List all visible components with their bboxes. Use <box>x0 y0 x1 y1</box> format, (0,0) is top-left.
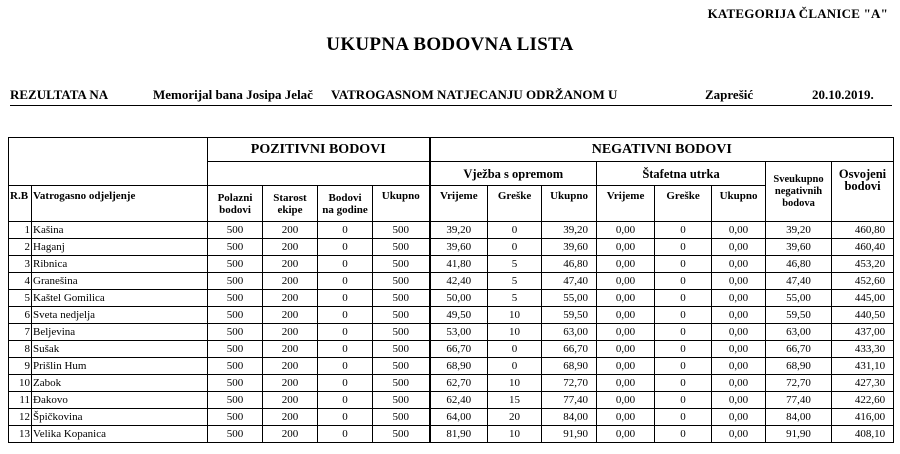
cell-ex-total: 77,40 <box>542 392 597 409</box>
cell-pos-total: 500 <box>373 307 430 324</box>
cell-year: 0 <box>318 426 373 443</box>
cell-year: 0 <box>318 341 373 358</box>
cell-start: 500 <box>208 409 263 426</box>
cell-re-total: 0,00 <box>712 392 766 409</box>
cell-earned: 408,10 <box>832 426 894 443</box>
cell-ex-time: 64,00 <box>430 409 488 426</box>
relay-time-header: Vrijeme <box>597 186 655 222</box>
cell-start: 500 <box>208 239 263 256</box>
cell-re-time: 0,00 <box>597 358 655 375</box>
place: Zaprešić <box>705 87 754 102</box>
age-header: Starost ekipe <box>263 186 318 222</box>
cell-ex-total: 68,90 <box>542 358 597 375</box>
cell-pos-total: 500 <box>373 290 430 307</box>
cell-pos-total: 500 <box>373 375 430 392</box>
cell-ex-err: 20 <box>488 409 542 426</box>
cell-year: 0 <box>318 222 373 239</box>
cell-name: Špičkovina <box>32 409 208 426</box>
cell-earned: 427,30 <box>832 375 894 392</box>
table-row <box>9 239 894 256</box>
cell-neg-total: 84,00 <box>766 409 832 426</box>
cell-ex-err: 0 <box>488 222 542 239</box>
cell-earned: 453,20 <box>832 256 894 273</box>
cell-year: 0 <box>318 273 373 290</box>
positive-spacer-cell <box>208 162 430 186</box>
cell-re-total: 0,00 <box>712 358 766 375</box>
exercise-header: Vježba s opremom <box>430 162 597 186</box>
cell-ex-total: 55,00 <box>542 290 597 307</box>
cell-pos-total: 500 <box>373 392 430 409</box>
cell-re-time: 0,00 <box>597 273 655 290</box>
cell-ex-total: 72,70 <box>542 375 597 392</box>
cell-neg-total: 66,70 <box>766 341 832 358</box>
cell-ex-err: 5 <box>488 256 542 273</box>
cell-year: 0 <box>318 307 373 324</box>
cell-re-err: 0 <box>655 426 712 443</box>
cell-re-err: 0 <box>655 375 712 392</box>
results-line <box>10 87 892 106</box>
table-row <box>9 256 894 273</box>
cell-rb: 4 <box>9 273 32 290</box>
blank-header-cell <box>9 138 208 186</box>
cell-name: Prišlin Hum <box>32 358 208 375</box>
start-points-header: Polazni bodovi <box>208 186 263 222</box>
year-points-header: Bodovi na godine <box>318 186 373 222</box>
cell-re-err: 0 <box>655 222 712 239</box>
results-table <box>8 137 894 443</box>
cell-re-total: 0,00 <box>712 290 766 307</box>
cell-re-err: 0 <box>655 341 712 358</box>
cell-re-time: 0,00 <box>597 256 655 273</box>
cell-ex-err: 5 <box>488 290 542 307</box>
relay-header: Štafetna utrka <box>597 162 766 186</box>
table-row <box>9 290 894 307</box>
cell-pos-total: 500 <box>373 222 430 239</box>
cell-ex-total: 47,40 <box>542 273 597 290</box>
cell-name: Velika Kopanica <box>32 426 208 443</box>
cell-ex-time: 39,20 <box>430 222 488 239</box>
cell-rb: 6 <box>9 307 32 324</box>
cell-earned: 431,10 <box>832 358 894 375</box>
cell-name: Đakovo <box>32 392 208 409</box>
table-row <box>9 273 894 290</box>
cell-start: 500 <box>208 307 263 324</box>
cell-re-total: 0,00 <box>712 375 766 392</box>
cell-age: 200 <box>263 273 318 290</box>
cell-start: 500 <box>208 273 263 290</box>
cell-re-time: 0,00 <box>597 375 655 392</box>
cell-re-total: 0,00 <box>712 222 766 239</box>
cell-ex-time: 68,90 <box>430 358 488 375</box>
cell-ex-total: 59,50 <box>542 307 597 324</box>
cell-re-err: 0 <box>655 290 712 307</box>
table-row <box>9 409 894 426</box>
cell-pos-total: 500 <box>373 358 430 375</box>
cell-start: 500 <box>208 341 263 358</box>
cell-name: Sušak <box>32 341 208 358</box>
cell-name: Sveta nedjelja <box>32 307 208 324</box>
cell-earned: 460,80 <box>832 222 894 239</box>
cell-pos-total: 500 <box>373 341 430 358</box>
cell-name: Zabok <box>32 375 208 392</box>
cell-neg-total: 39,20 <box>766 222 832 239</box>
cell-ex-time: 53,00 <box>430 324 488 341</box>
cell-re-total: 0,00 <box>712 307 766 324</box>
cell-rb: 7 <box>9 324 32 341</box>
positive-points-header: POZITIVNI BODOVI <box>208 138 430 162</box>
table-row <box>9 358 894 375</box>
cell-re-time: 0,00 <box>597 426 655 443</box>
cell-age: 200 <box>263 324 318 341</box>
unit-header: Vatrogasno odjeljenje <box>32 186 208 222</box>
cell-earned: 437,00 <box>832 324 894 341</box>
cell-re-err: 0 <box>655 273 712 290</box>
table-row <box>9 222 894 239</box>
cell-age: 200 <box>263 392 318 409</box>
cell-ex-total: 66,70 <box>542 341 597 358</box>
cell-neg-total: 55,00 <box>766 290 832 307</box>
cell-start: 500 <box>208 358 263 375</box>
cell-ex-err: 0 <box>488 341 542 358</box>
cell-pos-total: 500 <box>373 256 430 273</box>
cell-pos-total: 500 <box>373 239 430 256</box>
cell-neg-total: 59,50 <box>766 307 832 324</box>
relay-errors-header: Greške <box>655 186 712 222</box>
cell-start: 500 <box>208 290 263 307</box>
cell-re-err: 0 <box>655 358 712 375</box>
cell-neg-total: 46,80 <box>766 256 832 273</box>
cell-re-time: 0,00 <box>597 222 655 239</box>
cell-age: 200 <box>263 256 318 273</box>
cell-ex-err: 10 <box>488 324 542 341</box>
cell-name: Kaštel Gomilica <box>32 290 208 307</box>
cell-ex-time: 50,00 <box>430 290 488 307</box>
table-row <box>9 324 894 341</box>
exercise-time-header: Vrijeme <box>430 186 488 222</box>
cell-age: 200 <box>263 341 318 358</box>
cell-neg-total: 72,70 <box>766 375 832 392</box>
cell-re-total: 0,00 <box>712 409 766 426</box>
cell-earned: 445,00 <box>832 290 894 307</box>
cell-neg-total: 91,90 <box>766 426 832 443</box>
cell-age: 200 <box>263 307 318 324</box>
cell-rb: 1 <box>9 222 32 239</box>
cell-name: Kašina <box>32 222 208 239</box>
cell-ex-total: 63,00 <box>542 324 597 341</box>
cell-rb: 2 <box>9 239 32 256</box>
cell-re-time: 0,00 <box>597 409 655 426</box>
cell-re-time: 0,00 <box>597 239 655 256</box>
cell-neg-total: 77,40 <box>766 392 832 409</box>
cell-rb: 5 <box>9 290 32 307</box>
cell-earned: 433,30 <box>832 341 894 358</box>
table-row <box>9 426 894 443</box>
cell-start: 500 <box>208 324 263 341</box>
results-body <box>9 222 894 443</box>
cell-year: 0 <box>318 375 373 392</box>
cell-ex-err: 10 <box>488 307 542 324</box>
cell-pos-total: 500 <box>373 324 430 341</box>
cell-rb: 8 <box>9 341 32 358</box>
cell-ex-time: 42,40 <box>430 273 488 290</box>
cell-year: 0 <box>318 324 373 341</box>
cell-earned: 440,50 <box>832 307 894 324</box>
results-label: REZULTATA NA <box>10 87 109 102</box>
cell-age: 200 <box>263 358 318 375</box>
table-row <box>9 341 894 358</box>
cell-name: Ribnica <box>32 256 208 273</box>
cell-ex-total: 91,90 <box>542 426 597 443</box>
cell-earned: 422,60 <box>832 392 894 409</box>
cell-start: 500 <box>208 256 263 273</box>
negative-points-header: NEGATIVNI BODOVI <box>430 138 894 162</box>
cell-re-err: 0 <box>655 324 712 341</box>
cell-start: 500 <box>208 392 263 409</box>
cell-start: 500 <box>208 222 263 239</box>
cell-re-err: 0 <box>655 256 712 273</box>
cell-age: 200 <box>263 239 318 256</box>
cell-rb: 12 <box>9 409 32 426</box>
cell-neg-total: 39,60 <box>766 239 832 256</box>
cell-ex-err: 15 <box>488 392 542 409</box>
table-row <box>9 375 894 392</box>
cell-pos-total: 500 <box>373 273 430 290</box>
exercise-errors-header: Greške <box>488 186 542 222</box>
cell-ex-total: 46,80 <box>542 256 597 273</box>
cell-rb: 3 <box>9 256 32 273</box>
cell-neg-total: 68,90 <box>766 358 832 375</box>
page-title: UKUPNA BODOVNA LISTA <box>326 34 574 55</box>
table-row <box>9 307 894 324</box>
cell-name: Beljevina <box>32 324 208 341</box>
cell-ex-time: 81,90 <box>430 426 488 443</box>
cell-ex-time: 62,70 <box>430 375 488 392</box>
cell-re-total: 0,00 <box>712 239 766 256</box>
cell-year: 0 <box>318 392 373 409</box>
cell-age: 200 <box>263 375 318 392</box>
cell-age: 200 <box>263 409 318 426</box>
cell-ex-err: 5 <box>488 273 542 290</box>
cell-year: 0 <box>318 409 373 426</box>
cell-re-err: 0 <box>655 307 712 324</box>
cell-rb: 9 <box>9 358 32 375</box>
cell-age: 200 <box>263 222 318 239</box>
cell-ex-err: 0 <box>488 239 542 256</box>
cell-rb: 10 <box>9 375 32 392</box>
cell-re-total: 0,00 <box>712 256 766 273</box>
cell-start: 500 <box>208 426 263 443</box>
cell-re-total: 0,00 <box>712 341 766 358</box>
cell-ex-time: 62,40 <box>430 392 488 409</box>
cell-re-err: 0 <box>655 239 712 256</box>
cell-ex-total: 39,60 <box>542 239 597 256</box>
cell-rb: 13 <box>9 426 32 443</box>
positive-total-header: Ukupno <box>373 186 430 222</box>
event-name: Memorijal bana Josipa Jelač <box>153 87 313 102</box>
cell-neg-total: 47,40 <box>766 273 832 290</box>
cell-re-time: 0,00 <box>597 324 655 341</box>
cell-ex-err: 10 <box>488 426 542 443</box>
cell-ex-err: 10 <box>488 375 542 392</box>
cell-year: 0 <box>318 358 373 375</box>
cell-earned: 452,60 <box>832 273 894 290</box>
cell-age: 200 <box>263 290 318 307</box>
cell-re-time: 0,00 <box>597 290 655 307</box>
cell-ex-time: 39,60 <box>430 239 488 256</box>
cell-pos-total: 500 <box>373 426 430 443</box>
cell-ex-time: 49,50 <box>430 307 488 324</box>
cell-re-time: 0,00 <box>597 341 655 358</box>
cell-ex-time: 66,70 <box>430 341 488 358</box>
cell-re-err: 0 <box>655 409 712 426</box>
cell-start: 500 <box>208 375 263 392</box>
relay-total-header: Ukupno <box>712 186 766 222</box>
cell-rb: 11 <box>9 392 32 409</box>
cell-ex-time: 41,80 <box>430 256 488 273</box>
cell-neg-total: 63,00 <box>766 324 832 341</box>
cell-re-total: 0,00 <box>712 426 766 443</box>
table-row <box>9 392 894 409</box>
cell-year: 0 <box>318 256 373 273</box>
exercise-total-header: Ukupno <box>542 186 597 222</box>
category-label: KATEGORIJA ČLANICE "A" <box>707 6 888 21</box>
cell-ex-total: 39,20 <box>542 222 597 239</box>
rb-header: R.B <box>9 186 32 222</box>
cell-year: 0 <box>318 239 373 256</box>
cell-year: 0 <box>318 290 373 307</box>
cell-ex-total: 84,00 <box>542 409 597 426</box>
competition-label: VATROGASNOM NATJECANJU ODRŽANOM U <box>331 87 618 102</box>
cell-re-err: 0 <box>655 392 712 409</box>
cell-name: Haganj <box>32 239 208 256</box>
cell-re-time: 0,00 <box>597 392 655 409</box>
cell-earned: 460,40 <box>832 239 894 256</box>
cell-earned: 416,00 <box>832 409 894 426</box>
cell-re-time: 0,00 <box>597 307 655 324</box>
cell-name: Granešina <box>32 273 208 290</box>
cell-ex-err: 0 <box>488 358 542 375</box>
total-negative-header: Sveukupno negativnih bodova <box>766 162 832 222</box>
cell-age: 200 <box>263 426 318 443</box>
cell-pos-total: 500 <box>373 409 430 426</box>
earned-points-header: Osvojeni bodovi <box>832 162 894 222</box>
date: 20.10.2019. <box>812 87 874 102</box>
cell-re-total: 0,00 <box>712 324 766 341</box>
cell-re-total: 0,00 <box>712 273 766 290</box>
